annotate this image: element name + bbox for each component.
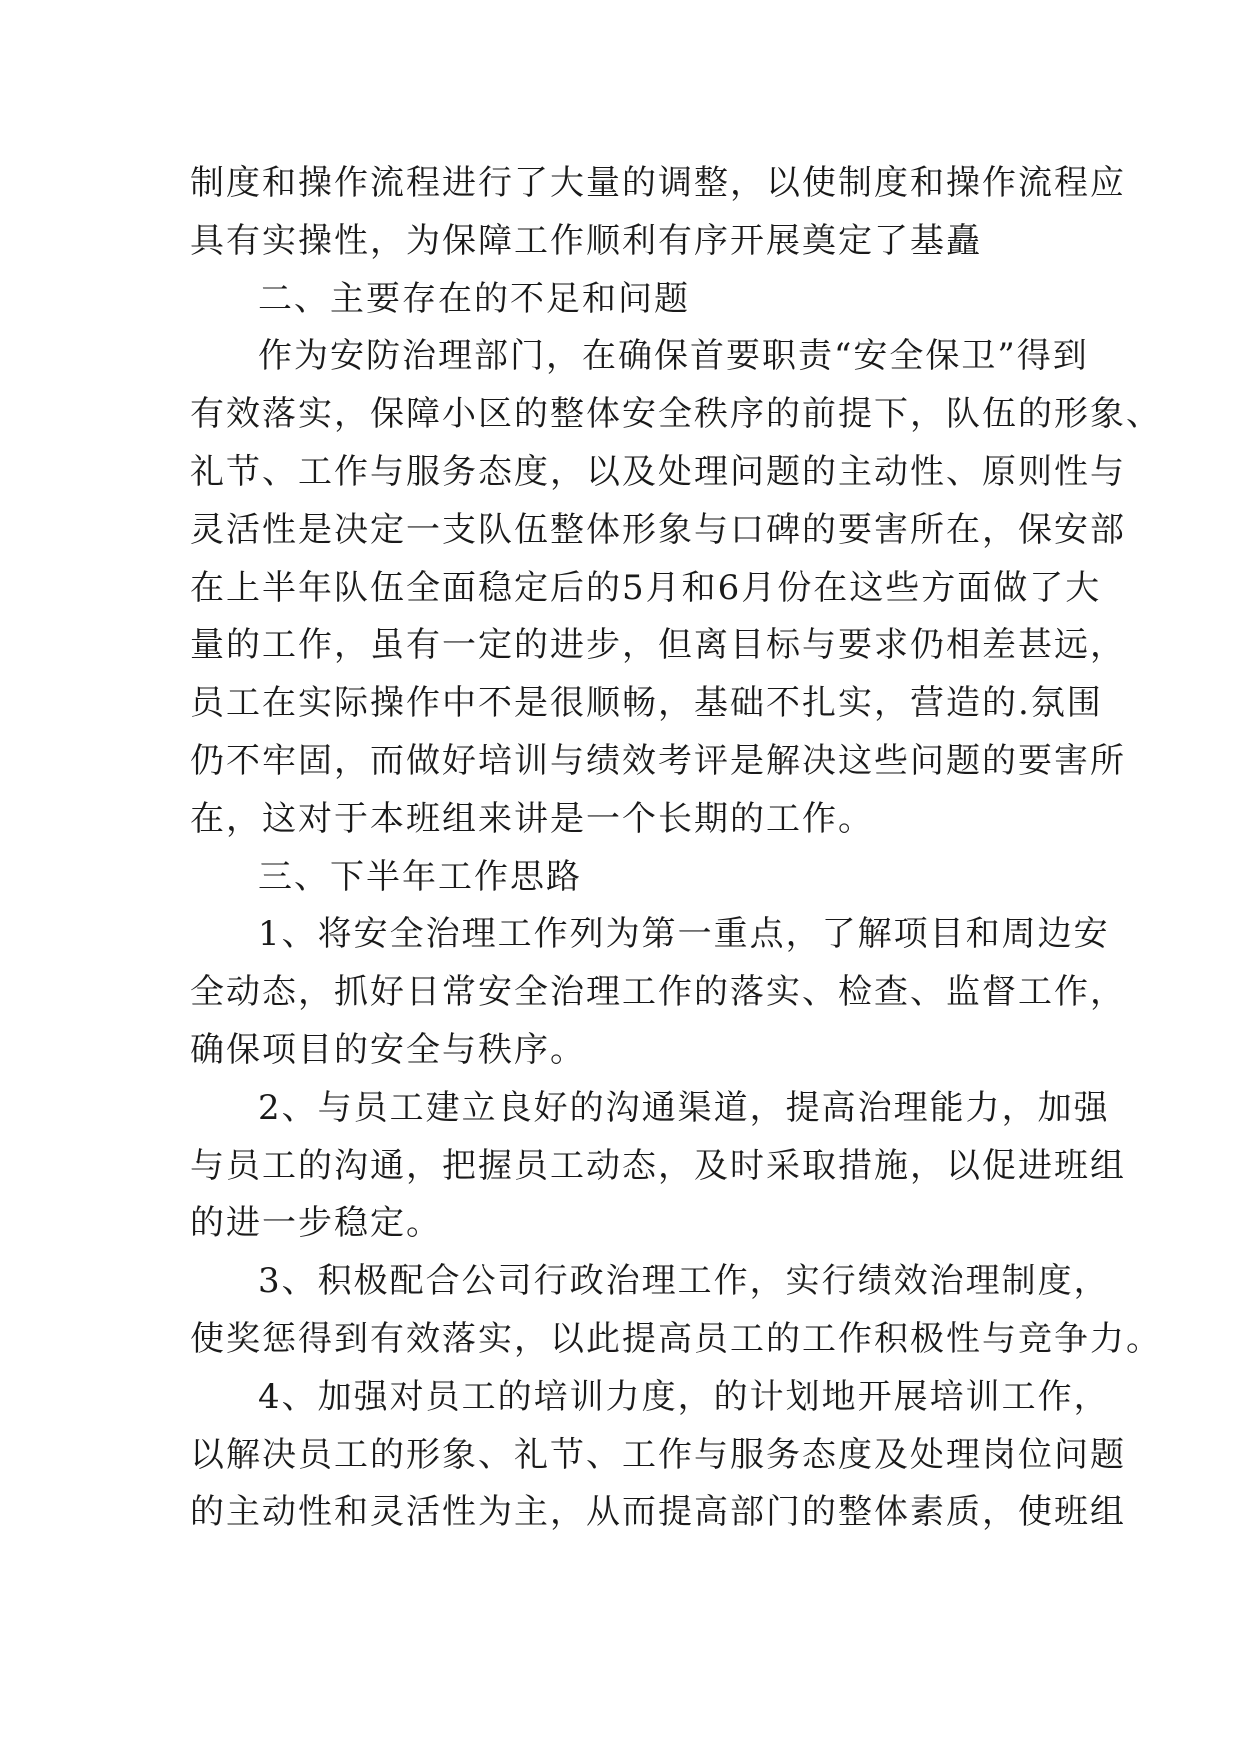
text-line: 的主动性和灵活性为主，从而提高部门的整体素质，使班组 [190,1492,1126,1533]
list-item-line: 4、加强对员工的培训力度，的计划地开展培训工作， [258,1376,1110,1417]
text-line: 制度和操作流程进行了大量的调整，以使制度和操作流程应 [190,163,1126,203]
text-line: 确保项目的安全与秩序。 [190,1029,586,1070]
text-line: 与员工的沟通，把握员工动态，及时采取措施，以促进班组 [190,1145,1126,1186]
text-line: 在上半年队伍全面稳定后的5月和6月份在这些方面做了大 [190,567,1102,608]
text-line: 有效落实，保障小区的整体安全秩序的前提下，队伍的形象、 [190,394,1162,435]
section-heading: 二、主要存在的不足和问题 [258,278,690,319]
text-line: 具有实操性，为保障工作顺利有序开展奠定了基矗 [190,220,982,261]
text-line: 灵活性是决定一支队伍整体形象与口碑的要害所在，保安部 [190,509,1126,550]
document-body [190,155,1162,1542]
text-line: 礼节、工作与服务态度，以及处理问题的主动性、原则性与 [190,451,1126,492]
text-line: 量的工作，虽有一定的进步，但离目标与要求仍相差甚远， [190,625,1126,666]
text-line: 的进一步稳定。 [190,1203,442,1244]
list-item-line: 3、积极配合公司行政治理工作，实行绩效治理制度， [258,1261,1110,1302]
text-line: 员工在实际操作中不是很顺畅，基础不扎实，营造的.氛围 [190,683,1103,724]
text-line: 作为安防治理部门，在确保首要职责“安全保卫”得到 [258,336,1089,377]
text-line: 仍不牢固，而做好培训与绩效考评是解决这些问题的要害所 [190,740,1126,781]
text-line: 全动态，抓好日常安全治理工作的落实、检查、监督工作， [190,972,1126,1013]
text-line: 在，这对于本班组来讲是一个长期的工作。 [190,798,874,839]
text-line: 以解决员工的形象、礼节、工作与服务态度及处理岗位问题 [190,1434,1126,1475]
section-heading: 三、下半年工作思路 [258,856,582,897]
list-item-line: 1、将安全治理工作列为第一重点，了解项目和周边安 [258,914,1110,955]
text-line: 使奖惩得到有效落实，以此提高员工的工作积极性与竞争力。 [190,1318,1162,1359]
list-item-line: 2、与员工建立良好的沟通渠道，提高治理能力，加强 [258,1087,1110,1128]
